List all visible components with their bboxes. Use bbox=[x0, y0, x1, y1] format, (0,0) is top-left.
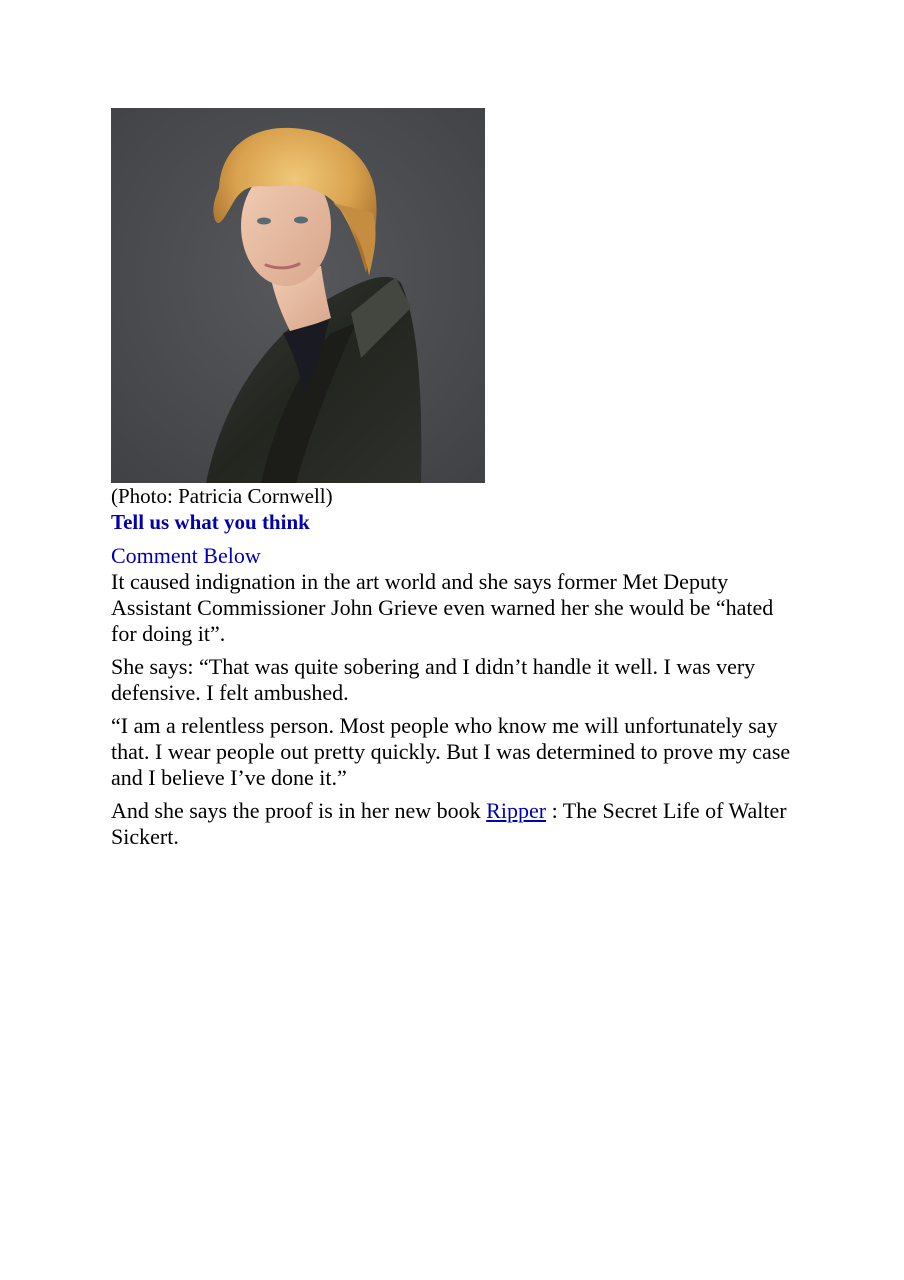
ripper-book-link[interactable]: Ripper bbox=[486, 798, 547, 823]
paragraph-text-before-link: And she says the proof is in her new book bbox=[111, 798, 487, 823]
article-paragraph-1: It caused indignation in the art world and she says former Met Deputy Assistant Commissioner John Grieve even warned her she would be “hated for doing it”. bbox=[111, 569, 774, 646]
tell-us-link[interactable]: Tell us what you think bbox=[111, 510, 310, 534]
paragraph-text-after-link: : The Secret Life of Walter Sickert. bbox=[111, 798, 787, 849]
author-photo bbox=[111, 108, 485, 483]
comment-below-link[interactable]: Comment Below bbox=[111, 543, 261, 568]
article-paragraph-2: She says: “That was quite sobering and I didn’t handle it well. I was very defensive. I felt ambushed. bbox=[111, 654, 756, 705]
article-paragraph-4 bbox=[111, 798, 801, 850]
article-paragraph-3: “I am a relentless person. Most people who know me will unfortunately say that. I wear people out pretty quickly. But I was determined to prove my case and I believe I’ve done it.” bbox=[111, 713, 791, 790]
article-body bbox=[111, 108, 801, 857]
photo-caption: (Photo: Patricia Cornwell) bbox=[111, 484, 333, 508]
